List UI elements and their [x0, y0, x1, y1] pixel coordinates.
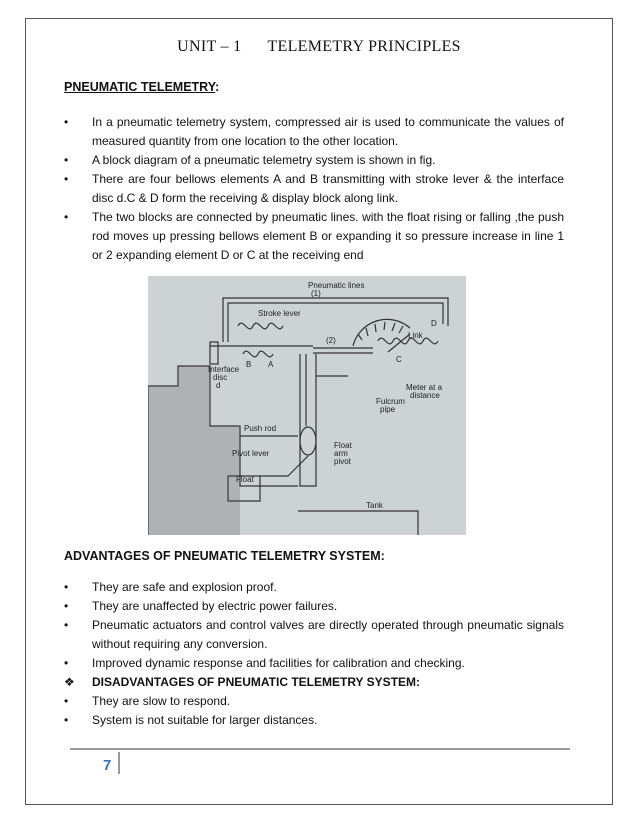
label-float-arm: Float [334, 441, 352, 450]
bullet-icon: • [64, 618, 69, 632]
diagram-svg [148, 276, 466, 535]
label-float: Float [236, 475, 254, 484]
label-bellows-a: A [268, 360, 274, 369]
diamond-bullet-icon: ❖ [64, 675, 75, 689]
label-pivot-lever: Pivot lever [232, 449, 270, 458]
list-item: • The two blocks are connected by pneumatic lines. with the float rising or falling ,the push rod moves up pressing bellows element B or expanding it so pressure increase in line 1 or 2 expanding element D or C at the receiving end [64, 210, 564, 262]
label-fulcrum-pipe: pipe [380, 405, 396, 414]
bullet-icon: • [64, 656, 69, 670]
list-item: • Pneumatic actuators and control valves are directly operated through pneumatic signals without requiring any conversion. [64, 618, 564, 651]
list-item: • They are slow to respond. [64, 692, 564, 711]
bullet-icon: • [64, 172, 69, 186]
label-pneumatic-lines: Pneumatic lines [308, 281, 365, 290]
label-bellows-d: D [431, 319, 437, 328]
section-heading-pneumatic-telemetry: PNEUMATIC TELEMETRY: [64, 80, 220, 94]
bullet-icon: • [64, 713, 69, 727]
bullet-icon: • [64, 210, 69, 224]
label-float-arm-2: arm [334, 449, 348, 458]
label-interface: Interface [208, 365, 240, 374]
bullet-icon: • [64, 694, 69, 708]
list-item [64, 673, 564, 692]
label-tank: Tank [366, 501, 383, 510]
bullet-icon: • [64, 115, 69, 129]
label-stroke-lever: Stroke lever [258, 309, 301, 318]
label-meter: Meter at a [406, 383, 443, 392]
label-bellows-b: B [246, 360, 252, 369]
list-item: • In a pneumatic telemetry system, compressed air is used to communicate the values of measured quantity from one location to the other location. [64, 115, 564, 148]
label-line-1: (1) [311, 289, 321, 298]
list-item: • There are four bellows elements A and B transmitting with stroke lever & the interface disc d.C & D form the receiving & display block along link. [64, 172, 564, 205]
label-bellows-c: C [396, 355, 402, 364]
label-link: Link [408, 331, 423, 340]
bullet-icon: • [64, 580, 69, 594]
list-item: • System is not suitable for larger distances. [64, 711, 564, 730]
header-title: TELEMETRY PRINCIPLES [267, 38, 461, 55]
list-item: • Improved dynamic response and facilities for calibration and checking. [64, 654, 564, 673]
label-float-arm-pivot: pivot [334, 457, 351, 466]
list-item: • They are safe and explosion proof. [64, 578, 564, 597]
section-heading-disadvantages: DISADVANTAGES OF PNEUMATIC TELEMETRY SYSTEM: [92, 675, 421, 689]
list-item: • A block diagram of a pneumatic telemetry system is shown in fig. [64, 151, 564, 170]
label-disc: disc [213, 373, 228, 382]
label-fulcrum: Fulcrum [376, 397, 405, 406]
page-header [0, 38, 638, 56]
section-heading-advantages: ADVANTAGES OF PNEUMATIC TELEMETRY SYSTEM: [64, 549, 385, 563]
advantages-list [64, 578, 564, 730]
bullet-icon: • [64, 599, 69, 613]
pneumatic-telemetry-diagram [148, 276, 466, 535]
page-number: 7 [103, 757, 112, 774]
label-meter-distance: distance [410, 391, 440, 400]
label-disc-d: d [216, 381, 221, 390]
page-number-divider [118, 752, 120, 774]
bullet-icon: • [64, 153, 69, 167]
header-unit: UNIT – 1 [177, 38, 242, 55]
pneumatic-telemetry-list [64, 113, 564, 265]
footer-divider [70, 748, 570, 750]
label-line-2: (2) [326, 336, 336, 345]
label-push-rod: Push rod [244, 424, 277, 433]
list-item: • They are unaffected by electric power failures. [64, 597, 564, 616]
